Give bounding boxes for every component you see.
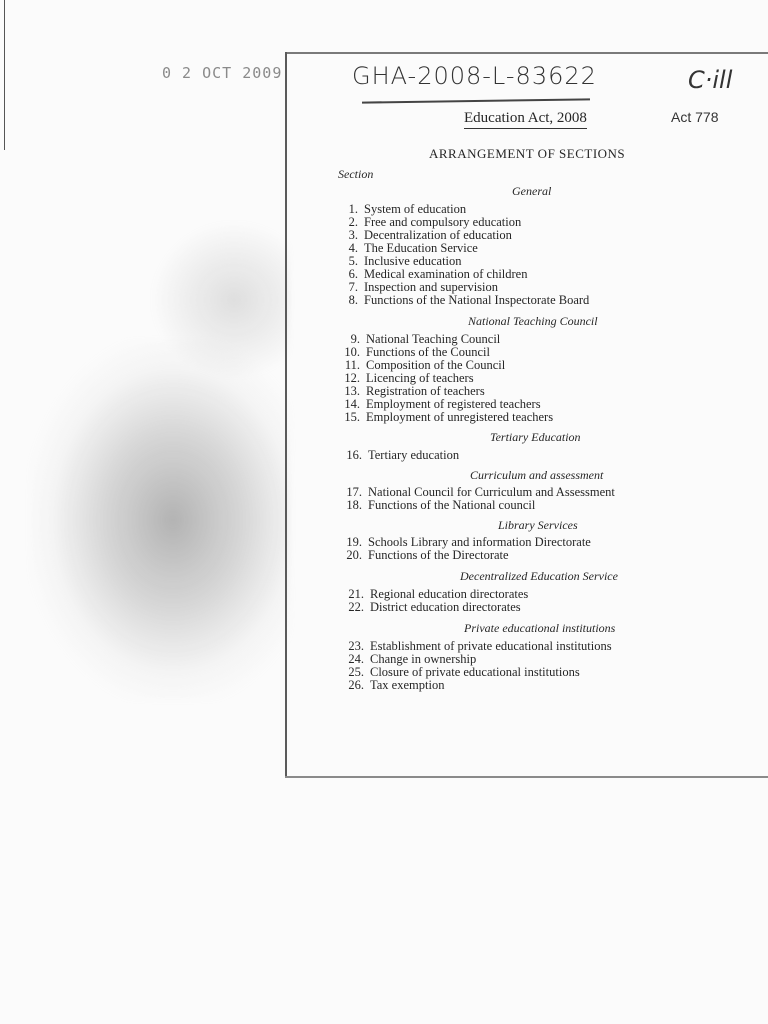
item-title: The Education Service [364, 241, 478, 255]
list-item [338, 411, 553, 424]
list-item [336, 294, 589, 307]
group-heading: Curriculum and assessment [470, 468, 604, 482]
page-frame-bottom [285, 776, 768, 778]
item-title: Inspection and supervision [364, 280, 499, 294]
item-title: Tertiary education [368, 448, 460, 462]
item-title: Employment of unregistered teachers [366, 410, 554, 424]
list-item [340, 449, 459, 462]
section-label: Section [338, 167, 374, 181]
item-title: Functions of the Directorate [368, 548, 509, 562]
item-number: 3. [348, 228, 358, 242]
item-title: Medical examination of children [364, 267, 528, 281]
handwritten-code: C·ill [688, 66, 733, 94]
item-number: 13. [344, 384, 360, 398]
item-title: District education directorates [370, 600, 521, 614]
item-number: 14. [344, 397, 360, 411]
arrangement-heading: ARRANGEMENT OF SECTIONS [429, 146, 626, 161]
item-title: Schools Library and information Directorate [368, 535, 591, 549]
item-title: Registration of teachers [366, 384, 485, 398]
list-item [340, 499, 535, 512]
item-title: Closure of private educational institutions [370, 665, 580, 679]
group-heading: Tertiary Education [490, 430, 581, 444]
group-heading: General [512, 184, 552, 198]
item-number: 15. [344, 410, 360, 424]
item-number: 19. [346, 535, 362, 549]
item-title: Decentralization of education [364, 228, 512, 242]
item-number: 20. [346, 548, 362, 562]
item-number: 22. [348, 600, 364, 614]
handwritten-underline [362, 98, 590, 103]
item-number: 7. [348, 280, 358, 294]
item-number: 23. [348, 639, 364, 653]
item-number: 4. [348, 241, 358, 255]
handwritten-reference: GHA-2008-L-83622 [352, 62, 597, 90]
item-title: Establishment of private educational institutions [370, 639, 612, 653]
scan-smudge [150, 220, 290, 380]
item-number: 2. [348, 215, 358, 229]
item-title: National Council for Curriculum and Assessment [368, 485, 615, 499]
item-title: Free and compulsory education [364, 215, 522, 229]
item-title: Functions of the National council [368, 498, 536, 512]
page-frame-top [286, 52, 768, 54]
item-number: 21. [348, 587, 364, 601]
item-number: 9. [350, 332, 360, 346]
list-item [340, 549, 509, 562]
item-title: System of education [364, 202, 467, 216]
act-title: Education Act, 2008 [464, 110, 587, 129]
item-number: 6. [348, 267, 358, 281]
item-number: 1. [348, 202, 358, 216]
scan-edge-line [4, 0, 5, 150]
item-title: National Teaching Council [366, 332, 501, 346]
item-number: 12. [344, 371, 360, 385]
page-frame-left [285, 52, 287, 778]
list-item [342, 601, 521, 614]
list-item [342, 679, 444, 692]
group-heading: Private educational institutions [464, 621, 616, 635]
item-title: Inclusive education [364, 254, 462, 268]
item-number: 25. [348, 665, 364, 679]
group-heading: National Teaching Council [468, 314, 598, 328]
item-title: Change in ownership [370, 652, 477, 666]
item-number: 17. [346, 485, 362, 499]
group-heading: Decentralized Education Service [460, 569, 618, 583]
item-title: Functions of the Council [366, 345, 490, 359]
item-number: 16. [346, 448, 362, 462]
item-title: Regional education directorates [370, 587, 529, 601]
item-number: 11. [344, 358, 360, 372]
act-number: Act 778 [671, 109, 719, 125]
item-title: Employment of registered teachers [366, 397, 541, 411]
item-title: Tax exemption [370, 678, 445, 692]
group-heading: Library Services [498, 518, 578, 532]
item-number: 26. [348, 678, 364, 692]
date-stamp: 0 2 OCT 2009 [162, 64, 283, 82]
item-title: Functions of the National Inspectorate Board [364, 293, 590, 307]
item-number: 24. [348, 652, 364, 666]
item-title: Licencing of teachers [366, 371, 474, 385]
item-number: 10. [344, 345, 360, 359]
scan-smudge [30, 340, 290, 700]
item-number: 18. [346, 498, 362, 512]
item-number: 5. [348, 254, 358, 268]
item-number: 8. [348, 293, 358, 307]
item-title: Composition of the Council [366, 358, 506, 372]
